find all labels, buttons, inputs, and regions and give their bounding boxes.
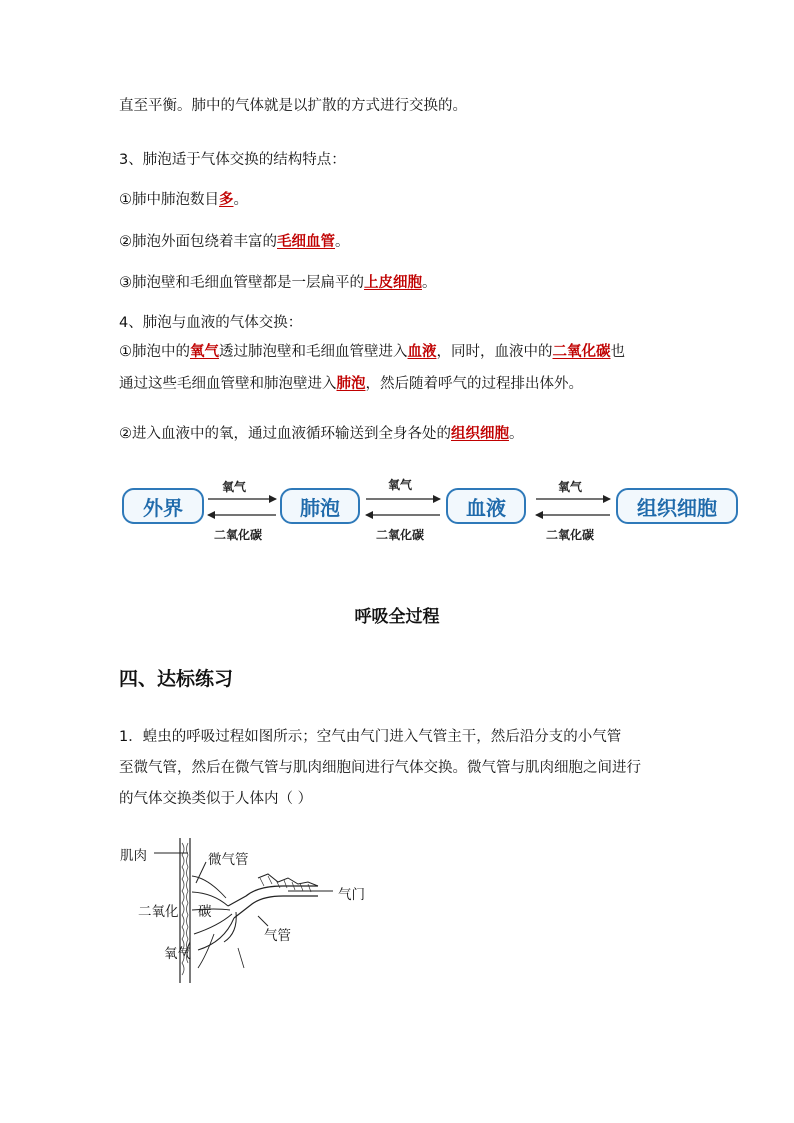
flow-box-alveoli: 肺泡	[280, 488, 360, 524]
text: 。	[335, 234, 350, 250]
text: 透过肺泡壁和毛细血管壁进入	[219, 344, 408, 360]
answer-blank: 毛细血管	[277, 234, 335, 250]
answer-blank: 二氧化碳	[552, 344, 611, 360]
text: ②进入血液中的氧，通过血液循环输送到全身各处的	[119, 426, 451, 442]
point-4-title: 4、肺泡与血液的气体交换：	[119, 315, 303, 331]
text: 。	[233, 192, 248, 208]
section-heading: 四、达标练习	[119, 668, 234, 690]
label-co2-1: 二氧化碳	[214, 528, 263, 542]
point-3-item-2	[119, 232, 350, 252]
label-co2-2: 二氧化碳	[376, 528, 425, 542]
label-microtrachea: 微气管	[208, 852, 249, 868]
text: 。	[422, 275, 437, 291]
point-3-item-1	[119, 190, 248, 210]
point-4-item-2	[119, 424, 524, 444]
answer-blank: 组织细胞	[451, 426, 509, 442]
point-3-item-3	[119, 273, 437, 293]
label-co2-part-2: 碳	[198, 904, 212, 920]
point-4-item-1	[119, 342, 625, 362]
question-1-line-3: 的气体交换类似于人体内（ ）	[119, 791, 313, 807]
flow-box-external: 外界	[122, 488, 204, 524]
question-1-line-2: 至微气管，然后在微气管与肌肉细胞间进行气体交换。微气管与肌肉细胞之间进行	[119, 760, 641, 776]
answer-blank: 血液	[407, 344, 437, 360]
paragraph-diffusion: 直至平衡。肺中的气体就是以扩散的方式进行交换的。	[119, 98, 467, 114]
label-co2-3: 二氧化碳	[546, 528, 595, 542]
flow-box-tissue-cells: 组织细胞	[616, 488, 738, 524]
flow-box-blood: 血液	[446, 488, 526, 524]
locust-trachea-figure	[118, 838, 378, 983]
text: 。	[509, 426, 524, 442]
text: 也	[610, 344, 625, 360]
label-oxygen-2: 氧气	[388, 478, 413, 492]
answer-blank: 氧气	[190, 344, 219, 360]
label-oxygen-1: 氧气	[222, 480, 247, 494]
point-3-title: 3、肺泡适于气体交换的结构特点：	[119, 152, 346, 168]
gas-exchange-flow-diagram	[122, 470, 742, 550]
label-spiracle: 气门	[338, 887, 365, 903]
text: ，同时，血液中的	[436, 344, 553, 360]
text: 通过这些毛细血管壁和肺泡壁进入	[119, 376, 337, 392]
point-4-item-1-continued	[119, 374, 583, 394]
text: ①肺泡中的	[119, 344, 190, 360]
answer-blank: 多	[219, 192, 234, 208]
label-co2-part-1: 二氧化	[138, 904, 179, 920]
figure-caption: 呼吸全过程	[354, 607, 440, 627]
text: ①肺中肺泡数目	[119, 192, 219, 208]
text: ，然后随着呼气的过程排出体外。	[365, 376, 583, 392]
text: ②肺泡外面包绕着丰富的	[119, 234, 277, 250]
label-muscle: 肌肉	[120, 848, 147, 864]
label-trachea: 气管	[264, 928, 291, 944]
label-oxygen-3: 氧气	[558, 480, 583, 494]
question-1-line-1: 1．蝗虫的呼吸过程如图所示；空气由气门进入气管主干，然后沿分支的小气管	[119, 729, 622, 745]
text: ③肺泡壁和毛细血管壁都是一层扁平的	[119, 275, 364, 291]
answer-blank: 肺泡	[336, 376, 366, 392]
label-oxygen: 氧气	[164, 946, 191, 962]
answer-blank: 上皮细胞	[364, 275, 422, 291]
